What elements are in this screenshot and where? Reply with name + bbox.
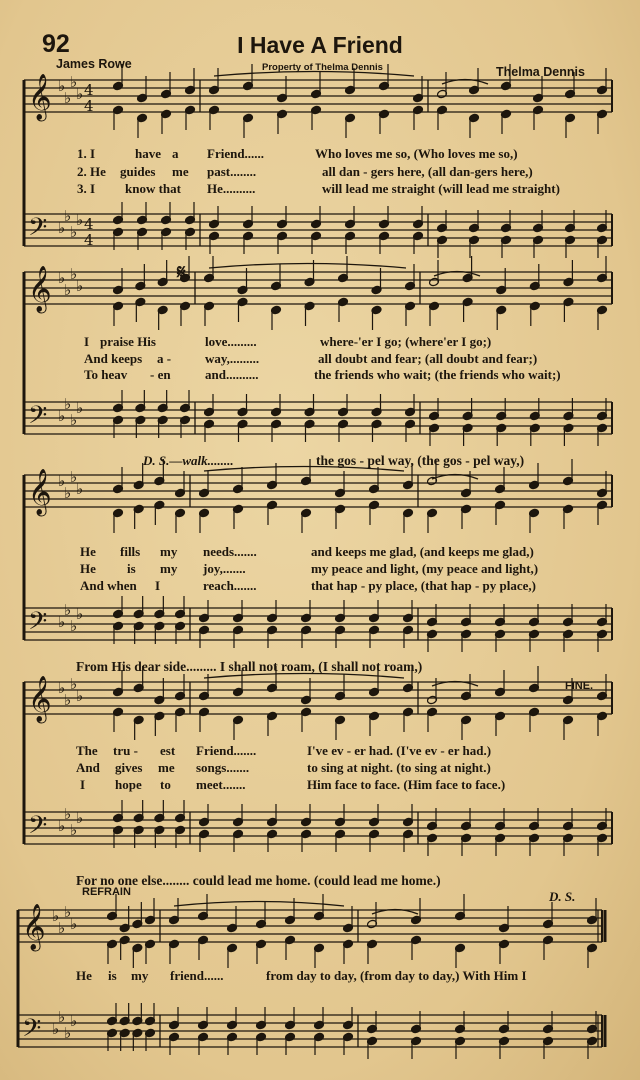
key-signature-flat: ♭ bbox=[64, 691, 72, 709]
verse-2-word: And bbox=[76, 760, 100, 775]
pre-line-from-his-dear-side: From His dear side......... I shall not roam, (I shall not roam,) bbox=[76, 659, 423, 674]
verse-3-word: I bbox=[80, 777, 86, 792]
segno-sign: 𝄋 bbox=[177, 262, 186, 284]
verse-1-word: est bbox=[160, 743, 176, 758]
key-signature-flat: ♭ bbox=[70, 223, 78, 241]
verse-3-word: reach....... bbox=[203, 578, 257, 593]
verse-1-word: a bbox=[172, 146, 179, 161]
verse-1-word: The bbox=[76, 743, 98, 758]
key-signature-flat: ♭ bbox=[58, 679, 66, 697]
verse-1-word: I bbox=[84, 334, 90, 349]
refrain-label: REFRAIN bbox=[82, 886, 131, 898]
bass-clef: 𝄢 bbox=[28, 607, 48, 642]
verse-2-word: joy,....... bbox=[203, 561, 246, 576]
verse-3-word: To heav bbox=[84, 367, 128, 382]
key-signature-flat: ♭ bbox=[64, 207, 72, 225]
key-signature-flat: ♭ bbox=[70, 617, 78, 635]
key-signature-flat: ♭ bbox=[76, 605, 84, 623]
key-signature-flat: ♭ bbox=[76, 211, 84, 229]
verse-2-word: me bbox=[172, 164, 189, 179]
verse-2-word: songs....... bbox=[196, 760, 250, 775]
key-signature-flat: ♭ bbox=[64, 601, 72, 619]
verse-2-word: He bbox=[80, 561, 96, 576]
verse-1-word: love......... bbox=[205, 334, 257, 349]
key-signature-flat: ♭ bbox=[70, 1012, 78, 1030]
verse-1-word: my bbox=[160, 544, 178, 559]
hymn-title: I Have A Friend bbox=[237, 32, 403, 58]
property-notice: Property of Thelma Dennis bbox=[262, 62, 383, 73]
key-signature-flat: ♭ bbox=[58, 77, 66, 95]
tie-curve bbox=[214, 72, 414, 77]
verse-3-word: Him face to face. (Him face to face.) bbox=[307, 777, 506, 792]
key-signature-flat: ♭ bbox=[76, 687, 84, 705]
ds-walk-line-rest: the gos - pel way, (the gos - pel way,) bbox=[316, 453, 525, 468]
verse-1-word: He bbox=[80, 544, 96, 559]
key-signature-flat: ♭ bbox=[58, 219, 66, 237]
verse-3-word: He.......... bbox=[207, 181, 256, 196]
key-signature-flat: ♭ bbox=[64, 281, 72, 299]
key-signature-flat: ♭ bbox=[58, 407, 66, 425]
verse-1-word: where-'er I go; (where'er I go;) bbox=[320, 334, 492, 349]
key-signature-flat: ♭ bbox=[64, 89, 72, 107]
verse-1-word: praise His bbox=[100, 334, 156, 349]
fine-marking: FINE. bbox=[565, 680, 594, 692]
verse-2-word: my bbox=[160, 561, 178, 576]
key-signature-flat: ♭ bbox=[76, 809, 84, 827]
key-signature-flat: ♭ bbox=[70, 915, 78, 933]
verse-1-word: and keeps me glad, (and keeps me glad,) bbox=[311, 544, 534, 559]
bass-clef: 𝄢 bbox=[28, 401, 48, 436]
key-signature-flat: ♭ bbox=[52, 1020, 60, 1038]
key-signature-flat: ♭ bbox=[58, 817, 66, 835]
verse-2-word: past........ bbox=[207, 164, 257, 179]
treble-clef: 𝄞 bbox=[28, 266, 52, 312]
ds-walk-line: D. S.—walk........ bbox=[143, 453, 234, 468]
verse-2-word: me bbox=[158, 760, 175, 775]
ds-marking: D. S. bbox=[549, 889, 576, 904]
bass-clef: 𝄢 bbox=[28, 811, 48, 846]
verse-2-word: all dan - gers here, (all dan-gers here,) bbox=[322, 164, 533, 179]
hymn-number: 92 bbox=[42, 30, 70, 58]
time-signature: 4 bbox=[84, 231, 94, 249]
key-signature-flat: ♭ bbox=[70, 675, 78, 693]
verse-2-word: gives bbox=[115, 760, 143, 775]
verse-3-word: And when bbox=[80, 578, 137, 593]
verse-2-word: all doubt and fear; (all doubt and fear;) bbox=[318, 351, 538, 366]
verse-3-word: - en bbox=[150, 367, 171, 382]
key-signature-flat: ♭ bbox=[64, 395, 72, 413]
verse-2-word: 2. He bbox=[77, 164, 106, 179]
bass-clef: 𝄢 bbox=[22, 1014, 42, 1049]
verse-2-word: guides bbox=[120, 164, 156, 179]
bass-clef: 𝄢 bbox=[28, 213, 48, 248]
key-signature-flat: ♭ bbox=[58, 269, 66, 287]
key-signature-flat: ♭ bbox=[76, 399, 84, 417]
key-signature-flat: ♭ bbox=[64, 903, 72, 921]
key-signature-flat: ♭ bbox=[76, 85, 84, 103]
verse-1-word: 1. I bbox=[77, 146, 96, 161]
refrain-word: He bbox=[76, 968, 92, 983]
treble-clef: 𝄞 bbox=[28, 74, 52, 120]
key-signature-flat: ♭ bbox=[58, 472, 66, 490]
key-signature-flat: ♭ bbox=[64, 484, 72, 502]
verse-1-word: Friend...... bbox=[207, 146, 265, 161]
verse-1-word: have bbox=[135, 146, 161, 161]
verse-1-word: Friend....... bbox=[196, 743, 257, 758]
verse-3-word: and.......... bbox=[205, 367, 259, 382]
verse-1-word: Who loves me so, (Who loves me so,) bbox=[315, 146, 518, 161]
key-signature-flat: ♭ bbox=[64, 805, 72, 823]
key-signature-flat: ♭ bbox=[64, 1024, 72, 1042]
verse-3-word: will lead me straight (will lead me straight) bbox=[322, 181, 560, 196]
verse-2-word: And keeps bbox=[84, 351, 143, 366]
time-signature: 4 bbox=[84, 97, 94, 115]
verse-2-word: my peace and light, (my peace and light,) bbox=[311, 561, 539, 576]
refrain-word: my bbox=[131, 968, 149, 983]
verse-1-word: needs....... bbox=[203, 544, 257, 559]
verse-2-word: way,......... bbox=[205, 351, 260, 366]
treble-clef: 𝄞 bbox=[22, 904, 46, 950]
key-signature-flat: ♭ bbox=[58, 919, 66, 937]
verse-3-word: 3. I bbox=[77, 181, 96, 196]
verse-3-word: I bbox=[155, 578, 161, 593]
treble-clef: 𝄞 bbox=[28, 469, 52, 515]
tie-curve bbox=[209, 264, 406, 269]
treble-clef: 𝄞 bbox=[28, 676, 52, 722]
verse-1-word: tru - bbox=[113, 743, 138, 758]
verse-3-word: know that bbox=[125, 181, 181, 196]
refrain-word: friend...... bbox=[170, 968, 224, 983]
time-signature: 4 bbox=[84, 215, 94, 233]
verse-2-word: a - bbox=[157, 351, 172, 366]
verse-3-word: to bbox=[160, 777, 171, 792]
key-signature-flat: ♭ bbox=[70, 821, 78, 839]
key-signature-flat: ♭ bbox=[70, 468, 78, 486]
key-signature-flat: ♭ bbox=[70, 265, 78, 283]
composer-credit: Thelma Dennis bbox=[496, 65, 585, 79]
verse-3-word: hope bbox=[115, 777, 142, 792]
time-signature: 4 bbox=[84, 81, 94, 99]
key-signature-flat: ♭ bbox=[76, 277, 84, 295]
key-signature-flat: ♭ bbox=[70, 73, 78, 91]
tie-curve bbox=[174, 902, 344, 907]
verse-2-word: is bbox=[127, 561, 136, 576]
key-signature-flat: ♭ bbox=[52, 907, 60, 925]
verse-2-word: to sing at night. (to sing at night.) bbox=[307, 760, 491, 775]
verse-3-word: meet....... bbox=[196, 777, 246, 792]
pre-line-for-no-one-else: For no one else........ could lead me home. (could lead me home.) bbox=[76, 873, 441, 888]
key-signature-flat: ♭ bbox=[58, 613, 66, 631]
key-signature-flat: ♭ bbox=[76, 480, 84, 498]
key-signature-flat: ♭ bbox=[70, 411, 78, 429]
verse-1-word: I've ev - er had. (I've ev - er had.) bbox=[307, 743, 492, 758]
lyricist-credit: James Rowe bbox=[56, 57, 132, 71]
verse-3-word: the friends who wait; (the friends who wait;) bbox=[314, 367, 561, 382]
refrain-word: is bbox=[108, 968, 117, 983]
refrain-word: from day to day, (from day to day,) With Him I bbox=[266, 968, 527, 983]
key-signature-flat: ♭ bbox=[58, 1008, 66, 1026]
verse-3-word: that hap - py place, (that hap - py place,) bbox=[311, 578, 536, 593]
verse-1-word: fills bbox=[120, 544, 141, 559]
